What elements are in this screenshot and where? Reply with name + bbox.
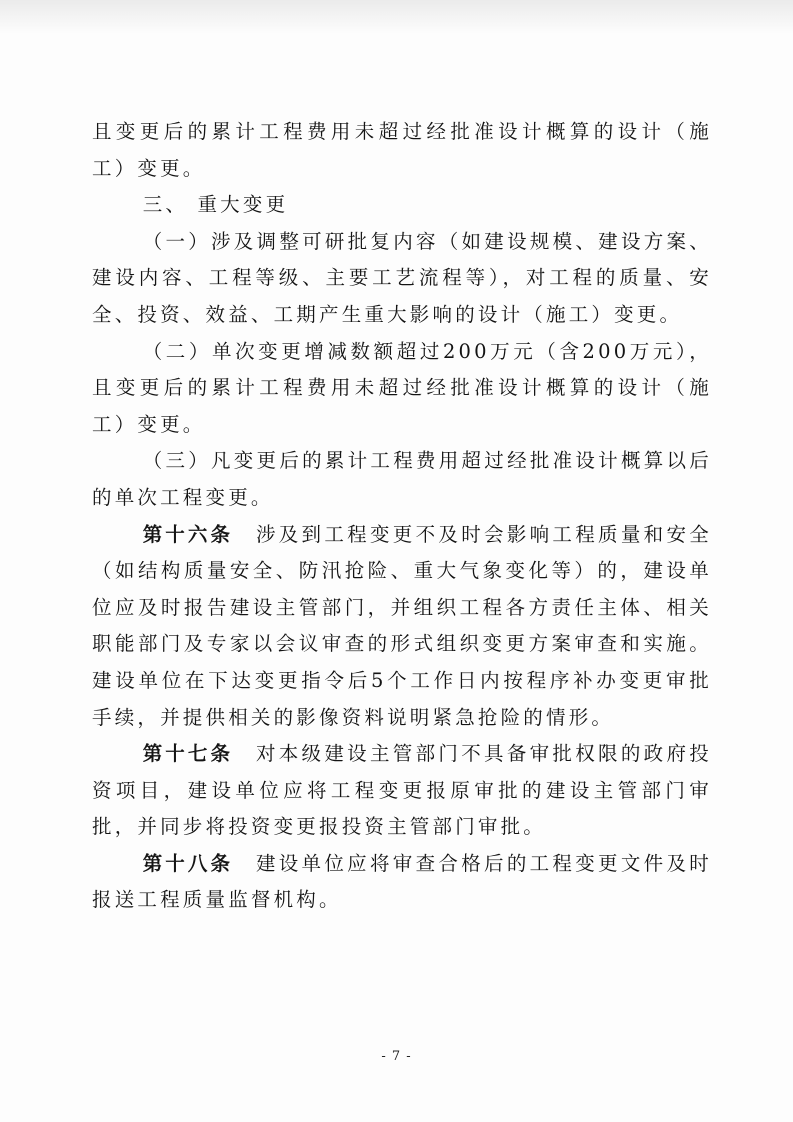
paragraph-item-2-text: （二）单次变更增减数额超过200万元（含200万元），且变更后的累计工程费用未超过经批准设计概算的设计（施工）变更。	[92, 339, 712, 436]
article-17	[92, 736, 712, 846]
paragraph-item-3-text: （三）凡变更后的累计工程费用超过经批准设计概算以后的单次工程变更。	[92, 449, 712, 509]
paragraph-0	[92, 114, 712, 187]
section-heading-text: 三、 重大变更	[142, 193, 289, 217]
article-18-heading: 第十八条	[142, 851, 234, 875]
article-16-text: 涉及到工程变更不及时会影响工程质量和安全（如结构质量安全、防汛抢险、重大气象变化等）的，建设单位应及时报告建设主管部门，并组织工程各方责任主体、相关职能部门及专家以会议审查的形式组织变更方案审查和实施。建设单位在下达变更指令后5个工作日内按程序补办变更审批手续，并提供相关的影像资料说明紧急抢险的情形。	[92, 522, 712, 729]
article-16-heading: 第十六条	[142, 522, 234, 546]
paragraph-item-2	[92, 334, 712, 444]
paragraph-item-3	[92, 443, 712, 516]
paragraph-item-1	[92, 224, 712, 334]
article-18-text: 建设单位应将审查合格后的工程变更文件及时报送工程质量监督机构。	[92, 851, 712, 912]
article-16	[92, 517, 712, 737]
paragraph-0-text: 且变更后的累计工程费用未超过经批准设计概算的设计（施工）变更。	[92, 120, 712, 180]
paragraph-item-1-text: （一）涉及调整可研批复内容（如建设规模、建设方案、建设内容、工程等级、主要工艺流程等），对工程的质量、安全、投资、效益、工期产生重大影响的设计（施工）变更。	[92, 229, 712, 326]
section-heading-major-change	[92, 187, 712, 224]
article-17-heading: 第十七条	[142, 742, 234, 766]
article-17-text: 对本级建设主管部门不具备审批权限的政府投资项目，建设单位应将工程变更报原审批的建设主管部门审批，并同步将投资变更报投资主管部门审批。	[92, 742, 712, 839]
body-text	[92, 114, 712, 919]
page-number: - 7 -	[381, 1049, 412, 1064]
scan-edge-shadow	[0, 0, 793, 34]
article-18	[92, 846, 712, 919]
